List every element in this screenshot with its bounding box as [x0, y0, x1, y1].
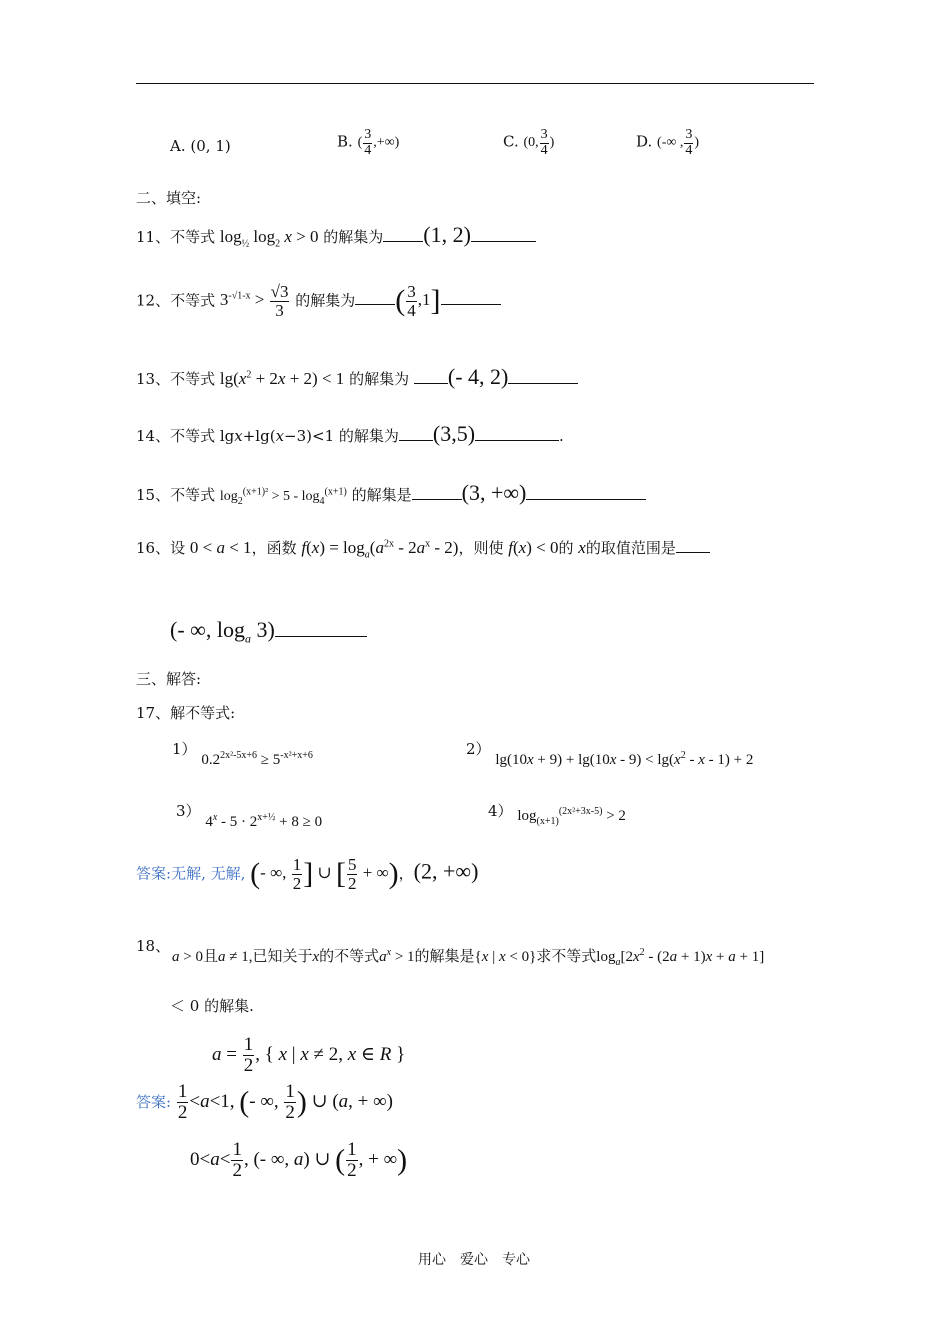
q12-answer: ( $\frac{3}{4}$ ,1]: [395, 282, 441, 320]
page-footer: 用心 爱心 专心: [418, 1252, 530, 1268]
question-13: [136, 364, 578, 390]
q17-title: 17、解不等式:: [136, 704, 236, 722]
q18-result-1: a = $\frac{1}{2}$ , { x | x ≠ 2, x ∈ R }: [212, 1034, 406, 1076]
option-b: B. ( $\frac{3}{4}$ ,+∞): [337, 127, 400, 158]
question-16: 16、设 0 < a < 1，函数 $f(x) = \log_a(a^{2x} - 2a^x - 2)$，则使 f(x) < 0的 x的取值范围是: [136, 537, 710, 560]
question-15: [136, 480, 646, 507]
q17-part-2: 2） $\lg(10x + 9) + \lg(10x - 9) < \lg(x^2 - x - 1) + 2$: [466, 740, 754, 768]
q15-prefix: 15、不等式: [136, 486, 216, 504]
q11-formula: $\log_{\frac{1}{2}} \log_2 x > 0$: [219, 227, 319, 250]
option-d-label: D.: [636, 132, 653, 151]
q18-number: 18、: [136, 937, 171, 955]
top-rule: [136, 83, 814, 84]
q15-formula: $\log_2^{(x+1)^2} > 5 - \log_4^{(x+1)}$: [219, 486, 347, 507]
q16-condition: 0 < a < 1: [189, 538, 252, 557]
q18-result-3: 0<a< $\frac{1}{2}$ , (- ∞, a) ∪ ( $\frac{1}{2}$ , + ∞): [190, 1139, 408, 1181]
q13-suffix: 的解集为: [349, 370, 410, 388]
q18-line2: ＜ 0 的解集.: [170, 997, 254, 1015]
q16-function: $f(x) = \log_a(a^{2x} - 2a^x - 2)$: [301, 538, 459, 561]
section-solve-heading: 三、解答:: [136, 670, 202, 688]
q11-suffix: 的解集为: [323, 228, 384, 246]
q17-part-3: 3） $4^x - 5 \cdot 2^{x+\frac{1}{2}} + 8 \ge 0$: [176, 802, 323, 830]
q12-formula: $3^{-√1-x}$ > $\frac{√3}{3}$: [219, 282, 289, 320]
q11-answer: (1, 2): [423, 222, 471, 247]
question-12: [136, 283, 501, 320]
q16-answer-line: [170, 617, 367, 646]
option-d: D. (-∞ , $\frac{3}{4}$ ): [636, 127, 700, 158]
option-b-label: B.: [337, 132, 353, 151]
q15-suffix: 的解集是: [351, 486, 412, 504]
q13-formula: $\lg(x^2 + 2x + 2) < 1$: [219, 369, 345, 388]
question-14: 14、不等式 lgx+lg(x−3)<1 的解集为 (3,5) .: [136, 421, 564, 446]
q13-prefix: 13、不等式: [136, 370, 216, 388]
q16-answer: (- ∞, $\log_a 3$): [170, 617, 275, 646]
question-11: [136, 222, 536, 249]
q12-prefix: 12、不等式: [136, 291, 216, 310]
q12-suffix: 的解集为: [295, 291, 356, 310]
q14-answer: (3,5): [432, 421, 476, 446]
option-a: [170, 137, 231, 155]
q17-answer: 答案:无解, 无解, (- ∞, $\frac{1}{2}$ ] ∪ [ $\frac{5}{2}$ + ∞)，(2, +∞): [136, 855, 479, 893]
option-c: C. (0, $\frac{3}{4}$ ): [503, 127, 555, 158]
q11-prefix: 11、不等式: [136, 228, 216, 246]
q18-answer: 答案: $\frac{1}{2}$ <a<1, (- ∞, $\frac{1}{2}$ ) ∪ (a, + ∞): [136, 1081, 393, 1123]
option-a-value: (0, 1): [190, 137, 231, 155]
q18-statement: a > 0且a ≠ 1,已知关于x的不等式$a^x > 1$的解集是{x | x < 0}求不等式$\log_a[2x^2 - (2a + 1)x + a + 1]$: [172, 947, 765, 968]
q15-answer: (3, +∞): [461, 480, 527, 505]
option-a-label: A.: [170, 137, 186, 155]
q17-part-1: 1） $0.2^{2x^2-5x+6} \ge 5^{-x^2+x+6}$: [172, 740, 313, 768]
q13-answer: (- 4, 2): [447, 364, 509, 389]
section-fill-in-heading: 二、填空:: [136, 189, 202, 207]
option-c-label: C.: [503, 132, 519, 151]
q17-part-4: 4） $\log_{(x+1)}^{(2x^2+3x-5)} > 2$: [488, 802, 626, 827]
